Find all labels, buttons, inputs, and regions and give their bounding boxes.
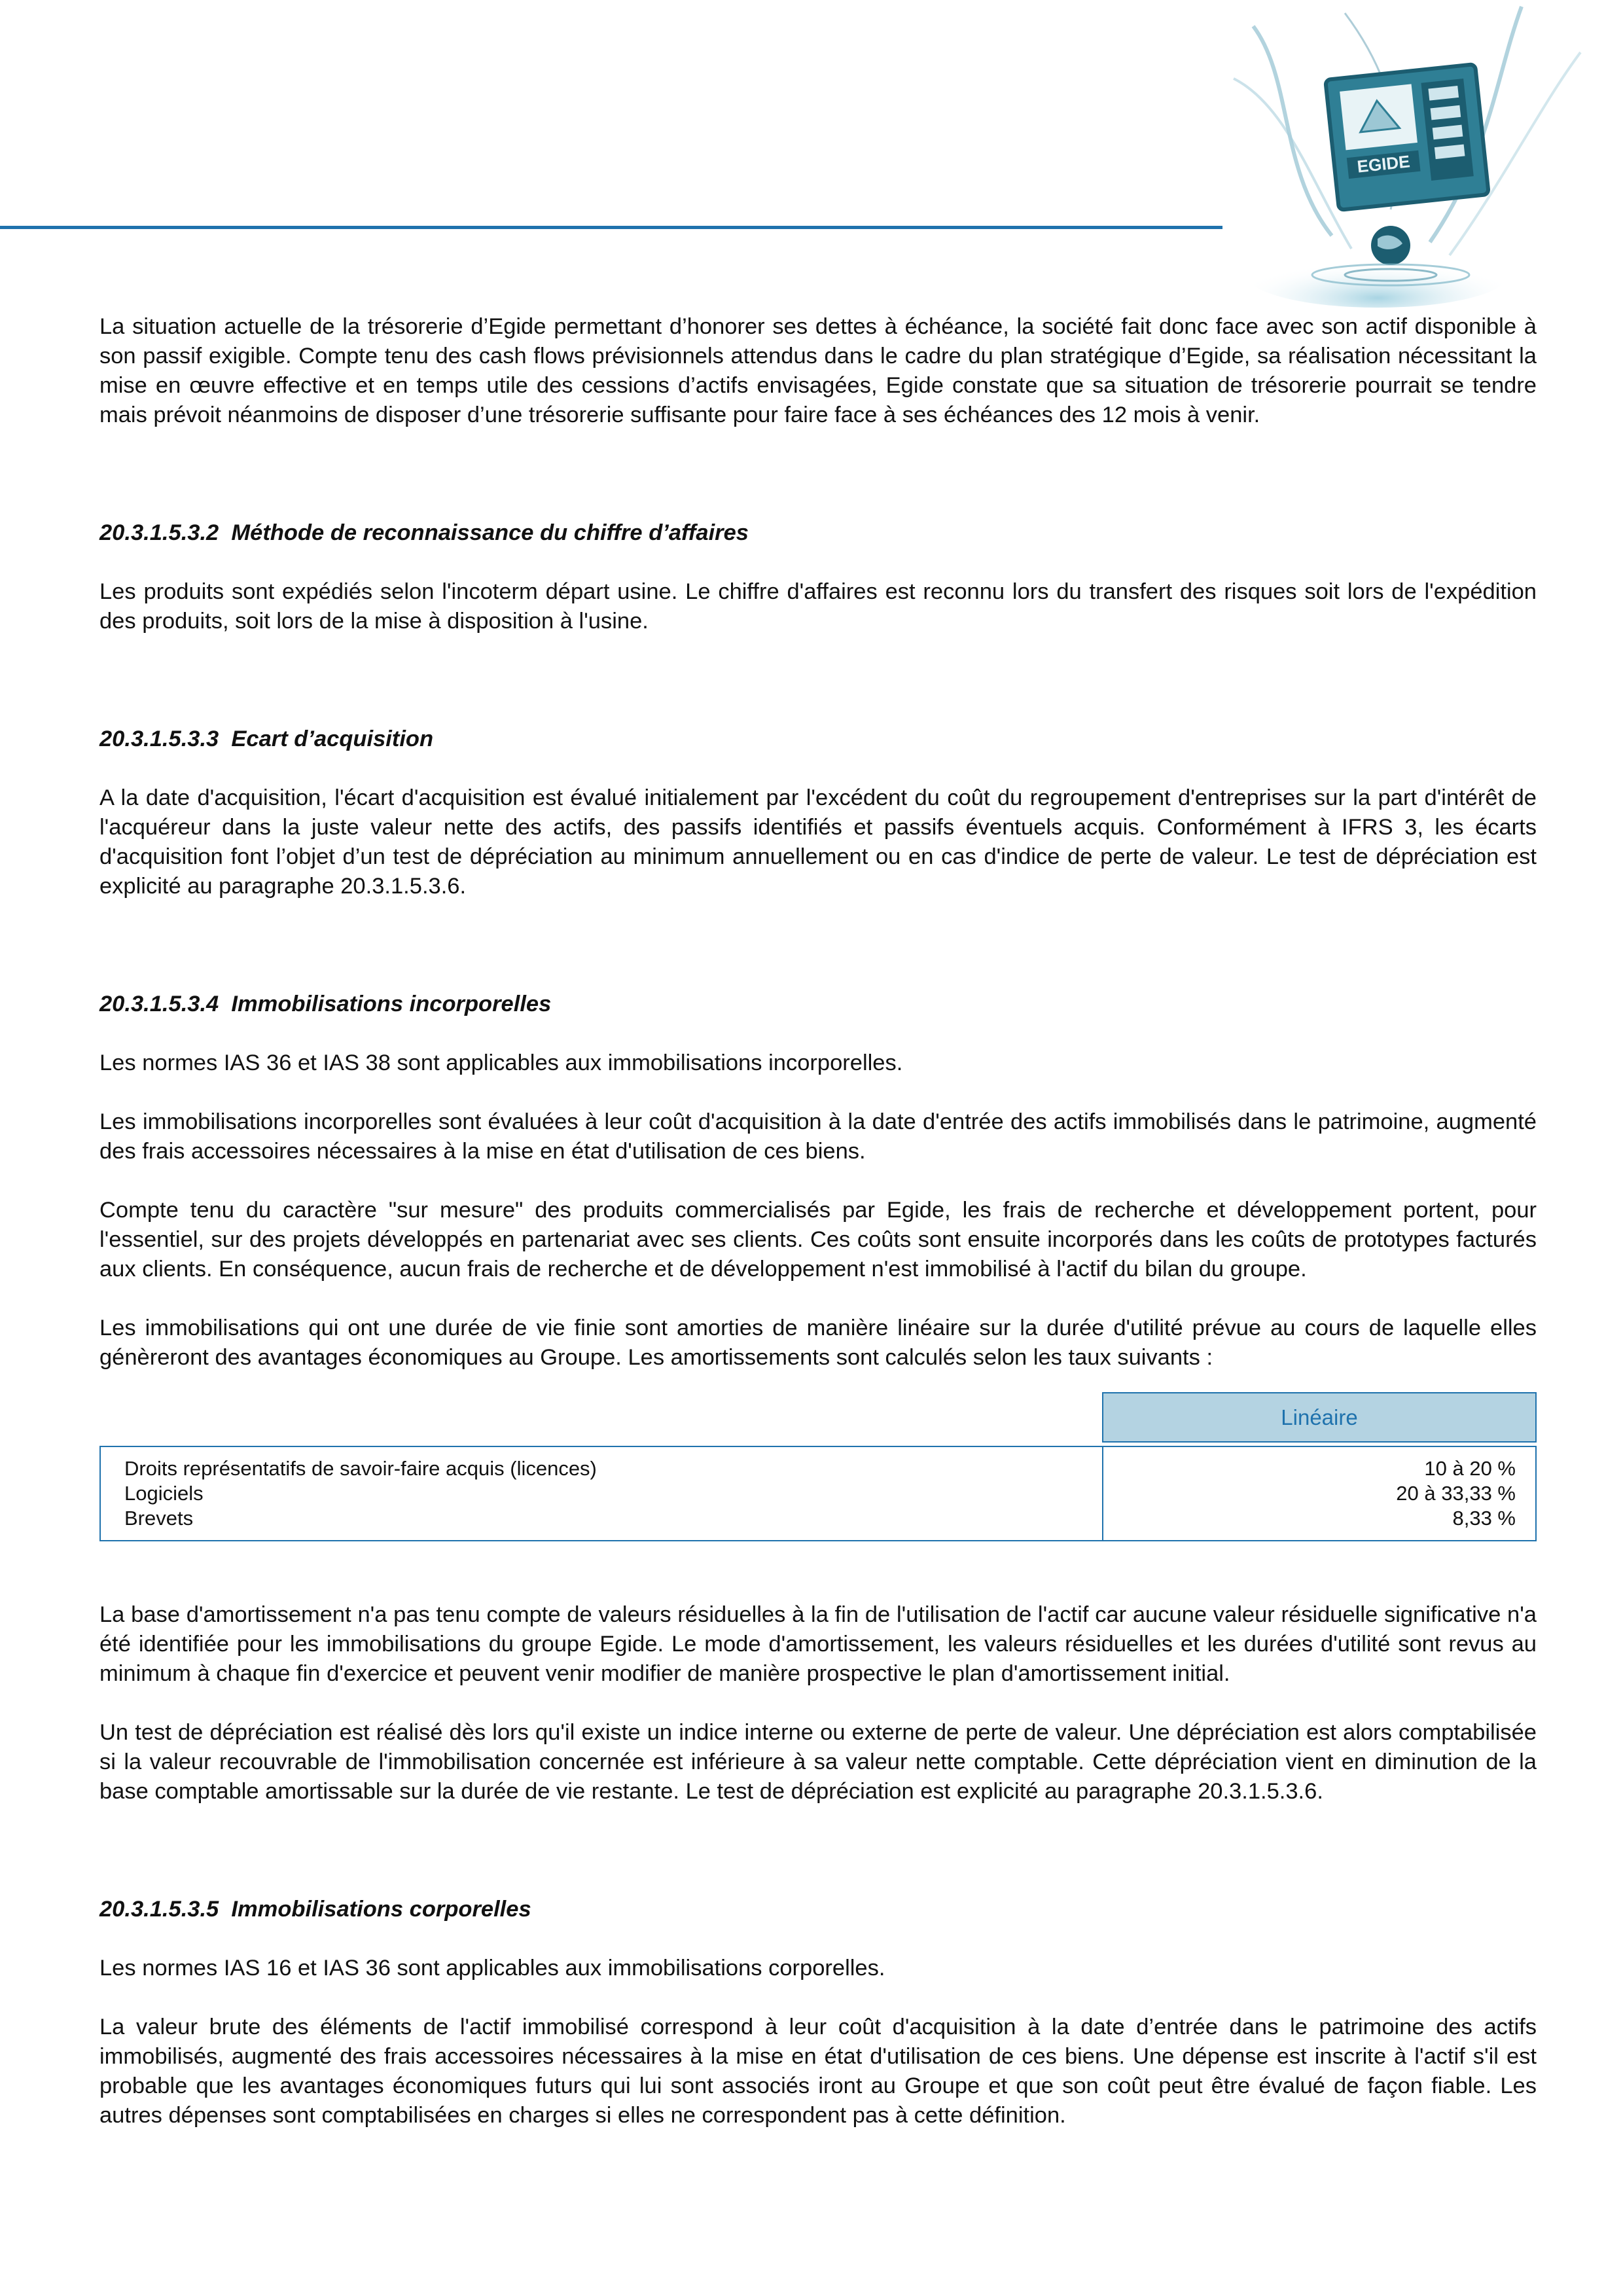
section-title: Ecart d’acquisition bbox=[231, 726, 434, 751]
paragraph-evaluation-incorporelles: Les immobilisations incorporelles sont évaluées à leur coût d'acquisition à la date d'entrée des actifs immobilisés dans le patrimoine, augmenté des frais accessoires nécessaires à la mise en état d'utilisation de ces biens. bbox=[99, 1109, 1537, 1164]
paragraph-tresorerie: La situation actuelle de la trésorerie d’Egide permettant d’honorer ses dettes à échéance, la société fait donc face avec son actif disponible à son passif exigible. Compte tenu des cash flows prévisionnels attendus dans le cadre du plan stratégique d’Egide, sa réalisation nécessitant la mise en œuvre effective et en temps utile des cessions d’actifs envisagées, Egide constate que sa situation de trésorerie pourrait se tendre mais prévoit néanmoins de disposer d’une trésorerie suffisante pour faire face à ses échéances des 12 mois à venir. bbox=[99, 314, 1537, 427]
amortization-rates-table bbox=[99, 1392, 1537, 1541]
section-title: Méthode de reconnaissance du chiffre d’affaires bbox=[231, 520, 749, 545]
paragraph-normes-incorporelles: Les normes IAS 36 et IAS 38 sont applicables aux immobilisations incorporelles. bbox=[99, 1050, 903, 1075]
section-heading-ecart-acquisition bbox=[99, 725, 1537, 754]
paragraph-valeur-brute: La valeur brute des éléments de l'actif immobilisé correspond à leur coût d'acquisition à la date d’entrée dans le patrimoine des actifs immobilisés, augmenté des frais accessoires nécessaires à la mise en état d'utilisation de ces biens. Une dépense est inscrite à l'actif s'il est probable que les avantages économiques futurs qui lui sont associés iront au Groupe et que son coût peut être évalué de façon fiable. Les autres dépenses sont comptabilisées en charges si elles ne correspondent pas à cette définition. bbox=[99, 2015, 1537, 2128]
table-labels-cell bbox=[100, 1446, 1103, 1541]
section-number: 20.3.1.5.3.4 bbox=[99, 992, 219, 1016]
section-number: 20.3.1.5.3.2 bbox=[99, 520, 219, 545]
table-row-value: 20 à 33,33 % bbox=[1396, 1482, 1516, 1505]
egide-logo bbox=[1214, 0, 1623, 308]
section-heading-immobilisations-corporelles bbox=[99, 1895, 1537, 1924]
paragraph-base-amortissement: La base d'amortissement n'a pas tenu compte de valeurs résiduelles à la fin de l'utilisation de l'actif car aucune valeur résiduelle significative n'a été identifiée pour les immobilisations du groupe Egide. Le mode d'amortissement, les valeurs résiduelles et les durées d'utilité sont revus au minimum à chaque fin d'exercice et peuvent venir modifier de manière prospective le plan d'amortissement initial. bbox=[99, 1602, 1537, 1686]
table-header-lineaire: Linéaire bbox=[1103, 1393, 1536, 1442]
table-row-value: 10 à 20 % bbox=[1424, 1457, 1516, 1480]
section-heading-immobilisations-incorporelles bbox=[99, 990, 1537, 1019]
section-title: Immobilisations incorporelles bbox=[231, 992, 552, 1016]
section-heading-chiffre-affaires bbox=[99, 518, 1537, 548]
header-rule bbox=[0, 226, 1222, 229]
svg-text:EGIDE: EGIDE bbox=[1356, 151, 1411, 177]
table-row-value: 8,33 % bbox=[1452, 1507, 1516, 1530]
paragraph-test-depreciation: Un test de dépréciation est réalisé dès lors qu'il existe un indice interne ou externe de perte de valeur. Une dépréciation est alors comptabilisée si la valeur recouvrable de l'immobilisation concernée est inférieure à sa valeur nette comptable. Cette dépréciation vient en diminution de la base comptable amortissable sur la durée de vie restante. Le test de dépréciation est explicité au paragraphe 20.3.1.5.3.6. bbox=[99, 1720, 1537, 1804]
table-row-label: Droits représentatifs de savoir-faire acquis (licences) bbox=[124, 1457, 597, 1480]
document-body bbox=[99, 312, 1537, 2130]
table-row-label: Logiciels bbox=[124, 1482, 204, 1505]
paragraph-ecart-acquisition: A la date d'acquisition, l'écart d'acquisition est évalué initialement par l'excédent du coût du regroupement d'entreprises sur la part d'intérêt de l'acquéreur dans la juste valeur nette des actifs, des passifs identifiés et passifs éventuels acquis. Conformément à IFRS 3, les écarts d'acquisition font l’objet d’un test de dépréciation au minimum annuellement ou en cas d'indice de perte de valeur. Le test de dépréciation est explicité au paragraphe 20.3.1.5.3.6. bbox=[99, 785, 1537, 899]
section-title: Immobilisations corporelles bbox=[231, 1897, 531, 1922]
paragraph-chiffre-affaires: Les produits sont expédiés selon l'incoterm départ usine. Le chiffre d'affaires est reconnu lors du transfert des risques soit lors de l'expédition des produits, soit lors de la mise à disposition à l'usine. bbox=[99, 579, 1537, 634]
section-number: 20.3.1.5.3.5 bbox=[99, 1897, 219, 1922]
table-row-label: Brevets bbox=[124, 1507, 194, 1530]
paragraph-recherche-developpement: Compte tenu du caractère "sur mesure" des produits commercialisés par Egide, les frais de recherche et développement portent, pour l'essentiel, sur des projets développés en partenariat avec ses clients. Ces coûts sont ensuite incorporés dans les coûts de prototypes facturés aux clients. En conséquence, aucun frais de recherche et de développement n'est immobilisé à l'actif du bilan du groupe. bbox=[99, 1198, 1537, 1282]
paragraph-normes-corporelles: Les normes IAS 16 et IAS 36 sont applicables aux immobilisations corporelles. bbox=[99, 1956, 885, 1981]
table-values-cell bbox=[1103, 1446, 1536, 1541]
section-number: 20.3.1.5.3.3 bbox=[99, 726, 219, 751]
paragraph-amortissement-lineaire: Les immobilisations qui ont une durée de vie finie sont amorties de manière linéaire sur la durée d'utilité prévue au cours de laquelle elles génèreront des avantages économiques au Groupe. Les amortissements sont calculés selon les taux suivants : bbox=[99, 1316, 1537, 1370]
